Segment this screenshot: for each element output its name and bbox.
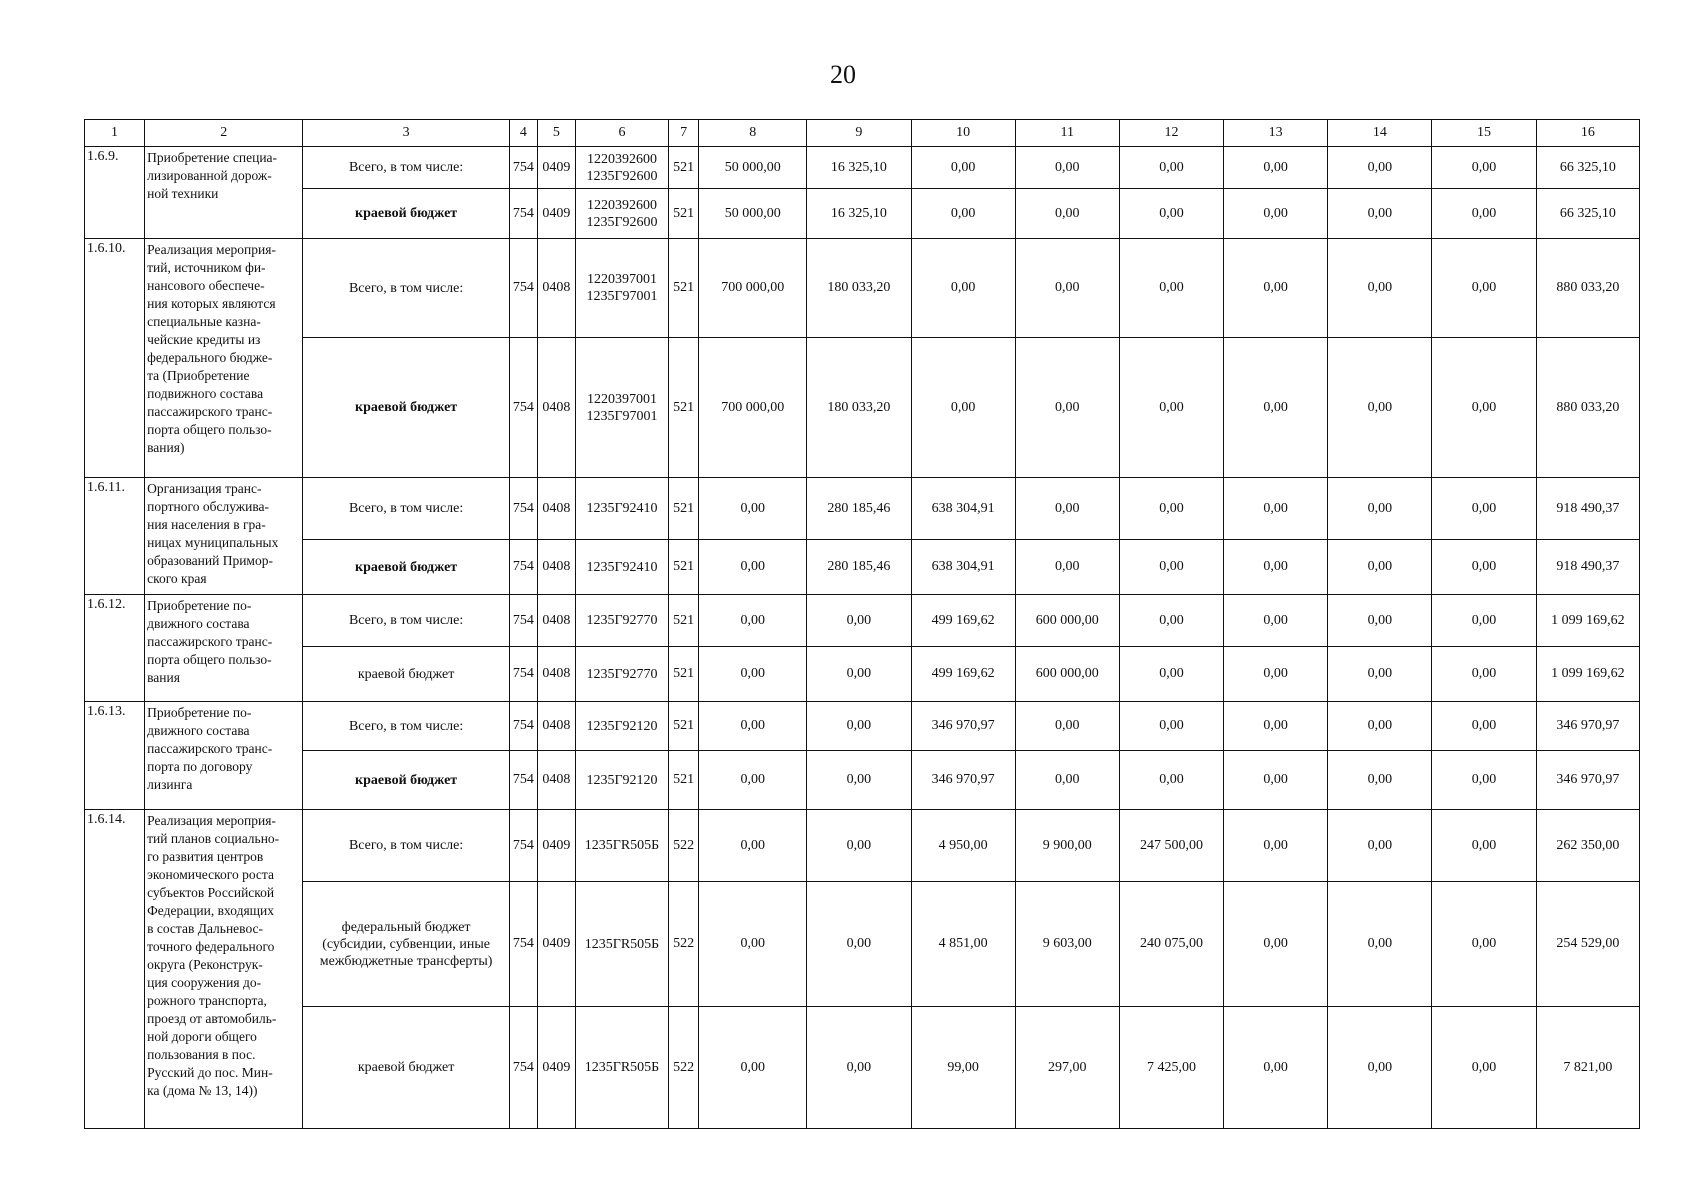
amount-cell-10: 0,00 <box>911 189 1015 239</box>
funding-source-cell: краевой бюджет <box>303 338 509 478</box>
amount-cell-14: 0,00 <box>1328 702 1432 751</box>
amount-cell-15: 0,00 <box>1432 595 1536 647</box>
column-header: 8 <box>699 120 807 147</box>
grbs-code-cell: 754 <box>509 239 537 338</box>
amount-total-cell: 346 970,97 <box>1536 702 1639 751</box>
column-header: 15 <box>1432 120 1536 147</box>
funding-source-cell: Всего, в том числе: <box>303 595 509 647</box>
column-header: 10 <box>911 120 1015 147</box>
expense-type-cell: 521 <box>669 647 699 702</box>
funding-source-cell: краевой бюджет <box>303 1007 509 1129</box>
amount-cell-11: 9 900,00 <box>1015 810 1119 882</box>
amount-cell-9: 16 325,10 <box>807 147 911 189</box>
funding-source-cell: краевой бюджет <box>303 647 509 702</box>
amount-total-cell: 918 490,37 <box>1536 540 1639 595</box>
amount-cell-10: 4 851,00 <box>911 882 1015 1007</box>
target-article-cell: 1235Г92770 <box>575 647 668 702</box>
amount-cell-8: 700 000,00 <box>699 338 807 478</box>
amount-cell-14: 0,00 <box>1328 882 1432 1007</box>
column-number-header-row <box>85 120 1640 147</box>
amount-cell-13: 0,00 <box>1224 751 1328 810</box>
table-row <box>85 478 1640 540</box>
amount-cell-14: 0,00 <box>1328 1007 1432 1129</box>
amount-total-cell: 7 821,00 <box>1536 1007 1639 1129</box>
expense-type-cell: 521 <box>669 595 699 647</box>
amount-total-cell: 918 490,37 <box>1536 478 1639 540</box>
grbs-code-cell: 754 <box>509 702 537 751</box>
table-row <box>85 147 1640 189</box>
column-header: 12 <box>1119 120 1223 147</box>
column-header: 7 <box>669 120 699 147</box>
amount-cell-10: 99,00 <box>911 1007 1015 1129</box>
amount-cell-8: 0,00 <box>699 647 807 702</box>
target-article-cell: 1235Г92770 <box>575 595 668 647</box>
table-row <box>85 751 1640 810</box>
expense-type-cell: 521 <box>669 189 699 239</box>
amount-cell-9: 16 325,10 <box>807 189 911 239</box>
amount-cell-8: 0,00 <box>699 540 807 595</box>
amount-cell-10: 638 304,91 <box>911 478 1015 540</box>
amount-cell-10: 0,00 <box>911 239 1015 338</box>
amount-cell-12: 0,00 <box>1119 751 1223 810</box>
table-row <box>85 595 1640 647</box>
amount-cell-11: 0,00 <box>1015 540 1119 595</box>
section-code-cell: 0408 <box>537 338 575 478</box>
column-header: 3 <box>303 120 509 147</box>
amount-cell-8: 0,00 <box>699 702 807 751</box>
item-number-cell: 1.6.10. <box>85 239 145 478</box>
amount-cell-15: 0,00 <box>1432 338 1536 478</box>
column-header: 2 <box>145 120 303 147</box>
amount-cell-8: 0,00 <box>699 751 807 810</box>
column-header: 5 <box>537 120 575 147</box>
column-header: 14 <box>1328 120 1432 147</box>
amount-cell-8: 700 000,00 <box>699 239 807 338</box>
amount-cell-11: 0,00 <box>1015 239 1119 338</box>
amount-cell-15: 0,00 <box>1432 189 1536 239</box>
grbs-code-cell: 754 <box>509 810 537 882</box>
amount-total-cell: 66 325,10 <box>1536 147 1639 189</box>
expense-type-cell: 521 <box>669 338 699 478</box>
amount-cell-12: 0,00 <box>1119 702 1223 751</box>
amount-cell-14: 0,00 <box>1328 647 1432 702</box>
amount-cell-13: 0,00 <box>1224 595 1328 647</box>
amount-cell-11: 0,00 <box>1015 751 1119 810</box>
section-code-cell: 0409 <box>537 810 575 882</box>
item-number-cell: 1.6.12. <box>85 595 145 702</box>
section-code-cell: 0408 <box>537 702 575 751</box>
amount-cell-15: 0,00 <box>1432 810 1536 882</box>
expense-type-cell: 521 <box>669 478 699 540</box>
grbs-code-cell: 754 <box>509 882 537 1007</box>
amount-cell-10: 499 169,62 <box>911 647 1015 702</box>
amount-cell-14: 0,00 <box>1328 239 1432 338</box>
amount-cell-15: 0,00 <box>1432 478 1536 540</box>
budget-table-body <box>85 120 1640 1129</box>
item-number-cell: 1.6.9. <box>85 147 145 239</box>
section-code-cell: 0408 <box>537 595 575 647</box>
item-number-cell: 1.6.14. <box>85 810 145 1129</box>
amount-cell-8: 50 000,00 <box>699 147 807 189</box>
amount-cell-15: 0,00 <box>1432 882 1536 1007</box>
target-article-cell: 1235Г92410 <box>575 478 668 540</box>
amount-cell-13: 0,00 <box>1224 478 1328 540</box>
expense-type-cell: 521 <box>669 540 699 595</box>
amount-cell-13: 0,00 <box>1224 810 1328 882</box>
target-article-cell: 1220397001 1235Г97001 <box>575 338 668 478</box>
section-code-cell: 0409 <box>537 1007 575 1129</box>
amount-cell-9: 0,00 <box>807 810 911 882</box>
page-number: 20 <box>830 60 856 89</box>
amount-cell-11: 0,00 <box>1015 189 1119 239</box>
amount-cell-12: 0,00 <box>1119 595 1223 647</box>
expense-type-cell: 521 <box>669 147 699 189</box>
amount-cell-14: 0,00 <box>1328 595 1432 647</box>
amount-cell-12: 7 425,00 <box>1119 1007 1223 1129</box>
amount-cell-13: 0,00 <box>1224 239 1328 338</box>
amount-cell-14: 0,00 <box>1328 810 1432 882</box>
column-header: 6 <box>575 120 668 147</box>
table-row <box>85 882 1640 1007</box>
item-number-cell: 1.6.13. <box>85 702 145 810</box>
item-name-cell: Организация транс- портного обслужива- ния населения в гра- ницах муниципальных образований Примор- ского края <box>145 478 303 595</box>
column-header: 4 <box>509 120 537 147</box>
amount-cell-13: 0,00 <box>1224 338 1328 478</box>
section-code-cell: 0408 <box>537 647 575 702</box>
amount-cell-12: 0,00 <box>1119 647 1223 702</box>
funding-source-cell: краевой бюджет <box>303 540 509 595</box>
table-row <box>85 239 1640 338</box>
amount-cell-12: 0,00 <box>1119 147 1223 189</box>
amount-total-cell: 1 099 169,62 <box>1536 595 1639 647</box>
amount-cell-15: 0,00 <box>1432 147 1536 189</box>
section-code-cell: 0409 <box>537 189 575 239</box>
amount-cell-11: 600 000,00 <box>1015 595 1119 647</box>
amount-cell-11: 0,00 <box>1015 702 1119 751</box>
amount-cell-14: 0,00 <box>1328 147 1432 189</box>
grbs-code-cell: 754 <box>509 751 537 810</box>
amount-cell-13: 0,00 <box>1224 702 1328 751</box>
amount-cell-9: 180 033,20 <box>807 239 911 338</box>
amount-cell-11: 0,00 <box>1015 147 1119 189</box>
amount-cell-12: 0,00 <box>1119 189 1223 239</box>
amount-cell-12: 240 075,00 <box>1119 882 1223 1007</box>
amount-cell-13: 0,00 <box>1224 647 1328 702</box>
table-row <box>85 1007 1640 1129</box>
target-article-cell: 1220392600 1235Г92600 <box>575 189 668 239</box>
budget-table <box>84 119 1640 1129</box>
amount-cell-9: 0,00 <box>807 882 911 1007</box>
target-article-cell: 1220392600 1235Г92600 <box>575 147 668 189</box>
amount-cell-12: 0,00 <box>1119 540 1223 595</box>
amount-cell-10: 0,00 <box>911 338 1015 478</box>
budget-table-container <box>84 119 1640 1129</box>
amount-cell-11: 9 603,00 <box>1015 882 1119 1007</box>
amount-cell-9: 0,00 <box>807 595 911 647</box>
column-header: 9 <box>807 120 911 147</box>
target-article-cell: 1235ГR505Б <box>575 882 668 1007</box>
grbs-code-cell: 754 <box>509 478 537 540</box>
amount-cell-12: 247 500,00 <box>1119 810 1223 882</box>
table-row <box>85 810 1640 882</box>
amount-cell-13: 0,00 <box>1224 189 1328 239</box>
amount-cell-11: 600 000,00 <box>1015 647 1119 702</box>
amount-cell-11: 0,00 <box>1015 478 1119 540</box>
amount-cell-10: 346 970,97 <box>911 751 1015 810</box>
funding-source-cell: Всего, в том числе: <box>303 810 509 882</box>
amount-cell-9: 0,00 <box>807 702 911 751</box>
section-code-cell: 0408 <box>537 239 575 338</box>
amount-cell-13: 0,00 <box>1224 147 1328 189</box>
expense-type-cell: 521 <box>669 239 699 338</box>
section-code-cell: 0408 <box>537 751 575 810</box>
amount-cell-10: 499 169,62 <box>911 595 1015 647</box>
amount-cell-8: 0,00 <box>699 478 807 540</box>
item-name-cell: Реализация мероприя- тий планов социально- го развития центров экономического роста субъектов Российской Федерации, входящих в состав Дальневос- точного федерального округа (Реконструк- ция сооружения до- рожного транспорта, проезд от автомобиль- ной дороги общего пользования в пос. Русский до пос. Мин- ка (дома № 13, 14)) <box>145 810 303 1129</box>
amount-cell-9: 180 033,20 <box>807 338 911 478</box>
funding-source-cell: Всего, в том числе: <box>303 239 509 338</box>
target-article-cell: 1235ГR505Б <box>575 1007 668 1129</box>
expense-type-cell: 522 <box>669 810 699 882</box>
amount-cell-9: 0,00 <box>807 1007 911 1129</box>
amount-total-cell: 262 350,00 <box>1536 810 1639 882</box>
amount-cell-12: 0,00 <box>1119 338 1223 478</box>
amount-total-cell: 66 325,10 <box>1536 189 1639 239</box>
amount-cell-15: 0,00 <box>1432 702 1536 751</box>
section-code-cell: 0409 <box>537 147 575 189</box>
amount-cell-12: 0,00 <box>1119 239 1223 338</box>
expense-type-cell: 521 <box>669 702 699 751</box>
amount-cell-8: 0,00 <box>699 595 807 647</box>
target-article-cell: 1235Г92120 <box>575 751 668 810</box>
target-article-cell: 1220397001 1235Г97001 <box>575 239 668 338</box>
table-row <box>85 540 1640 595</box>
amount-cell-10: 0,00 <box>911 147 1015 189</box>
amount-cell-14: 0,00 <box>1328 478 1432 540</box>
amount-total-cell: 346 970,97 <box>1536 751 1639 810</box>
amount-cell-14: 0,00 <box>1328 751 1432 810</box>
column-header: 11 <box>1015 120 1119 147</box>
amount-cell-14: 0,00 <box>1328 540 1432 595</box>
amount-cell-8: 0,00 <box>699 810 807 882</box>
target-article-cell: 1235ГR505Б <box>575 810 668 882</box>
grbs-code-cell: 754 <box>509 595 537 647</box>
amount-cell-12: 0,00 <box>1119 478 1223 540</box>
section-code-cell: 0408 <box>537 540 575 595</box>
amount-cell-13: 0,00 <box>1224 540 1328 595</box>
column-header: 1 <box>85 120 145 147</box>
expense-type-cell: 522 <box>669 1007 699 1129</box>
column-header: 16 <box>1536 120 1639 147</box>
table-row <box>85 702 1640 751</box>
target-article-cell: 1235Г92410 <box>575 540 668 595</box>
grbs-code-cell: 754 <box>509 338 537 478</box>
grbs-code-cell: 754 <box>509 147 537 189</box>
column-header: 13 <box>1224 120 1328 147</box>
expense-type-cell: 521 <box>669 751 699 810</box>
amount-cell-13: 0,00 <box>1224 1007 1328 1129</box>
target-article-cell: 1235Г92120 <box>575 702 668 751</box>
section-code-cell: 0408 <box>537 478 575 540</box>
expense-type-cell: 522 <box>669 882 699 1007</box>
amount-cell-11: 297,00 <box>1015 1007 1119 1129</box>
amount-cell-15: 0,00 <box>1432 1007 1536 1129</box>
funding-source-cell: Всего, в том числе: <box>303 702 509 751</box>
amount-cell-9: 280 185,46 <box>807 478 911 540</box>
amount-total-cell: 254 529,00 <box>1536 882 1639 1007</box>
amount-cell-9: 280 185,46 <box>807 540 911 595</box>
item-number-cell: 1.6.11. <box>85 478 145 595</box>
amount-cell-11: 0,00 <box>1015 338 1119 478</box>
amount-cell-9: 0,00 <box>807 647 911 702</box>
amount-cell-8: 0,00 <box>699 1007 807 1129</box>
grbs-code-cell: 754 <box>509 189 537 239</box>
amount-cell-8: 50 000,00 <box>699 189 807 239</box>
amount-cell-15: 0,00 <box>1432 540 1536 595</box>
item-name-cell: Приобретение по- движного состава пассажирского транс- порта общего пользо- вания <box>145 595 303 702</box>
amount-cell-10: 4 950,00 <box>911 810 1015 882</box>
amount-cell-15: 0,00 <box>1432 239 1536 338</box>
amount-cell-15: 0,00 <box>1432 751 1536 810</box>
funding-source-cell: Всего, в том числе: <box>303 147 509 189</box>
grbs-code-cell: 754 <box>509 540 537 595</box>
amount-cell-8: 0,00 <box>699 882 807 1007</box>
grbs-code-cell: 754 <box>509 1007 537 1129</box>
amount-cell-9: 0,00 <box>807 751 911 810</box>
amount-cell-14: 0,00 <box>1328 189 1432 239</box>
funding-source-cell: Всего, в том числе: <box>303 478 509 540</box>
amount-cell-15: 0,00 <box>1432 647 1536 702</box>
amount-total-cell: 1 099 169,62 <box>1536 647 1639 702</box>
item-name-cell: Реализация мероприя- тий, источником фи- нансового обеспече- ния которых являются специальные казна- чейские кредиты из федерального бюдже- та (Приобретение подвижного состава пассажирского транс- порта общего пользо- вания) <box>145 239 303 478</box>
amount-total-cell: 880 033,20 <box>1536 239 1639 338</box>
table-row <box>85 189 1640 239</box>
funding-source-cell: краевой бюджет <box>303 189 509 239</box>
funding-source-cell: краевой бюджет <box>303 751 509 810</box>
section-code-cell: 0409 <box>537 882 575 1007</box>
table-row <box>85 647 1640 702</box>
item-name-cell: Приобретение специа- лизированной дорож- ной техники <box>145 147 303 239</box>
item-name-cell: Приобретение по- движного состава пассажирского транс- порта по договору лизинга <box>145 702 303 810</box>
amount-cell-13: 0,00 <box>1224 882 1328 1007</box>
funding-source-cell: федеральный бюджет (субсидии, субвенции, иные межбюджетные трансферты) <box>303 882 509 1007</box>
amount-cell-10: 346 970,97 <box>911 702 1015 751</box>
amount-cell-14: 0,00 <box>1328 338 1432 478</box>
amount-total-cell: 880 033,20 <box>1536 338 1639 478</box>
amount-cell-10: 638 304,91 <box>911 540 1015 595</box>
table-row <box>85 338 1640 478</box>
grbs-code-cell: 754 <box>509 647 537 702</box>
